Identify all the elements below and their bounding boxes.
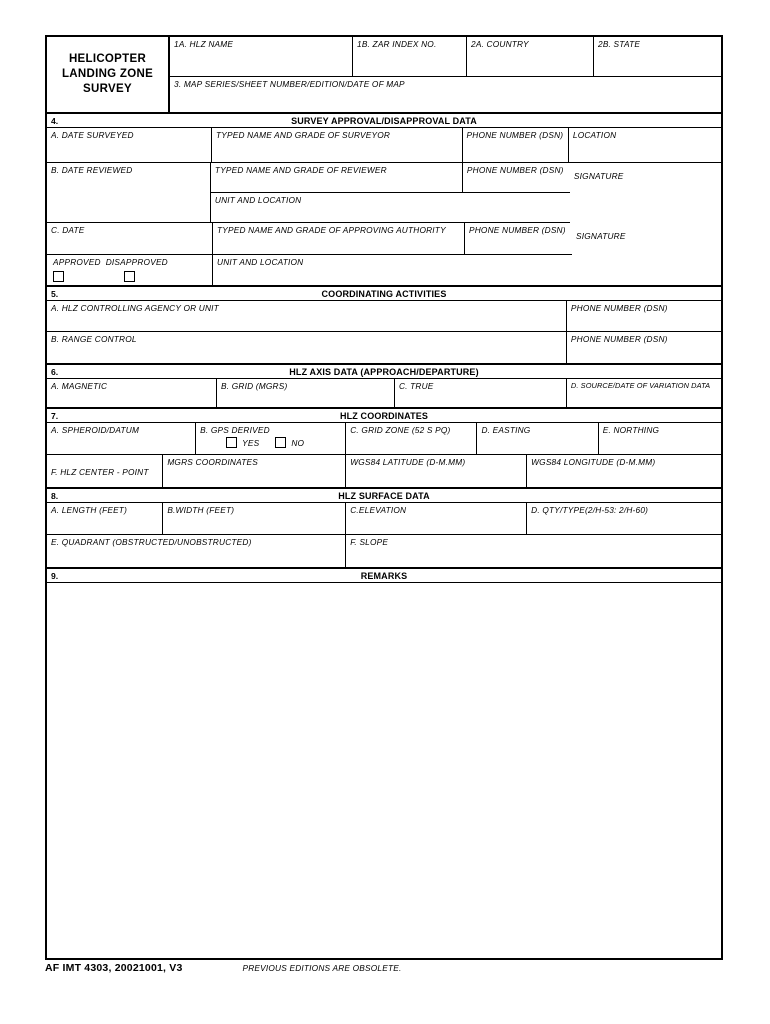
field-grid-zone[interactable] [346, 423, 477, 455]
gps-derived-checkbox-row [200, 437, 345, 448]
field-hlz-name-label: 1A. HLZ NAME [174, 39, 234, 49]
field-quadrant-label: E. QUADRANT (OBSTRUCTED/UNOBSTRUCTED) [51, 537, 252, 547]
section-4-row-c [47, 223, 721, 285]
section-4-approval-row [47, 255, 572, 285]
field-grid-zone-label: C. GRID ZONE (52 S PQ) [350, 425, 451, 435]
section-4-number: 4. [51, 115, 59, 126]
section-9-heading: REMARKS [360, 570, 408, 581]
field-phone-authority-label: PHONE NUMBER (DSN) [469, 225, 566, 235]
field-unit-and-location-2-label: UNIT AND LOCATION [217, 257, 304, 267]
field-gps-derived-label: B. GPS DERIVED [200, 425, 270, 435]
section-8-block [45, 487, 723, 567]
section-6-block [45, 363, 723, 407]
approval-checkbox-group [47, 255, 213, 285]
field-magnetic[interactable] [47, 379, 217, 407]
field-elevation[interactable] [346, 503, 527, 535]
field-country[interactable] [467, 37, 594, 77]
field-hlz-center-point [47, 455, 163, 487]
field-mgrs-coordinates[interactable] [163, 455, 346, 487]
field-hlz-controlling-agency[interactable] [47, 301, 567, 332]
approved-label: APPROVED [53, 257, 101, 267]
field-phone-controlling-agency-label: PHONE NUMBER (DSN) [570, 303, 668, 313]
field-typed-name-reviewer[interactable] [211, 163, 463, 193]
field-spheroid-datum[interactable] [47, 423, 196, 455]
field-mgrs-coordinates-label: MGRS COORDINATES [167, 457, 258, 467]
gps-yes-checkbox[interactable] [226, 437, 237, 448]
section-7-bar [47, 409, 721, 423]
field-range-control-label: B. RANGE CONTROL [51, 334, 137, 344]
field-date-surveyed[interactable] [47, 128, 212, 163]
field-hlz-name[interactable] [170, 37, 353, 77]
approved-checkbox[interactable] [53, 271, 64, 282]
field-spheroid-datum-label: A. SPHEROID/DATUM [51, 425, 140, 435]
field-hlz-controlling-agency-label: A. HLZ CONTROLLING AGENCY OR UNIT [51, 303, 219, 313]
section-8-row-1 [47, 503, 721, 535]
field-northing-label: E. NORTHING [602, 425, 660, 435]
field-grid-mgrs-label: B. GRID (MGRS) [221, 381, 288, 391]
field-source-date-variation[interactable] [567, 379, 721, 407]
section-5-row-b [47, 332, 721, 363]
field-width[interactable] [163, 503, 346, 535]
field-elevation-label: C.ELEVATION [350, 505, 407, 515]
field-phone-surveyor[interactable] [463, 128, 569, 163]
section-6-number: 6. [51, 366, 59, 377]
section-7-block [45, 407, 723, 487]
field-range-control[interactable] [47, 332, 567, 363]
section-4-row-b [47, 163, 721, 223]
footer-form-identifier: AF IMT 4303, 20021001, V3 [45, 962, 183, 974]
section-5-block [45, 285, 723, 363]
section-7-row-1 [47, 423, 721, 455]
section-4-bar [47, 114, 721, 128]
section-8-bar [47, 489, 721, 503]
gps-yes-label: YES [242, 437, 260, 448]
field-easting[interactable] [477, 423, 598, 455]
field-wgs84-latitude[interactable] [346, 455, 527, 487]
field-wgs84-longitude-label: WGS84 LONGITUDE (D-M.MM) [531, 457, 656, 467]
field-phone-range-control[interactable] [567, 332, 721, 363]
field-slope-label: F. SLOPE [350, 537, 389, 547]
field-state-label: 2B. STATE [598, 39, 641, 49]
section-8-heading: HLZ SURFACE DATA [338, 490, 430, 501]
disapproved-label: DISAPPROVED [105, 257, 168, 267]
field-date-surveyed-label: A. DATE SURVEYED [51, 130, 134, 140]
field-country-label: 2A. COUNTRY [471, 39, 529, 49]
section-4-reviewer-row [211, 163, 570, 193]
field-signature-authority-label: SIGNATURE [576, 231, 626, 241]
field-date-c-label: C. DATE [51, 225, 85, 235]
field-length[interactable] [47, 503, 163, 535]
field-wgs84-latitude-label: WGS84 LATITUDE (D-M.MM) [350, 457, 466, 467]
field-map-series[interactable] [170, 77, 721, 112]
section-6-row [47, 379, 721, 407]
field-typed-name-reviewer-label: TYPED NAME AND GRADE OF REVIEWER [214, 165, 387, 175]
section-4-heading: SURVEY APPROVAL/DISAPPROVAL DATA [291, 115, 477, 126]
field-location-label: LOCATION [572, 130, 617, 140]
field-phone-surveyor-label: PHONE NUMBER (DSN) [466, 130, 564, 140]
field-slope[interactable] [346, 535, 721, 567]
field-phone-controlling-agency[interactable] [567, 301, 721, 332]
field-state[interactable] [594, 37, 721, 77]
field-date-reviewed-label: B. DATE REVIEWED [51, 165, 133, 175]
section-9-bar [47, 569, 721, 583]
field-phone-range-control-label: PHONE NUMBER (DSN) [570, 334, 668, 344]
section-4-unit-location-1-row [211, 193, 570, 223]
gps-no-checkbox[interactable] [275, 437, 286, 448]
field-phone-reviewer[interactable] [463, 163, 570, 193]
header-row [47, 37, 721, 112]
section-8-row-2 [47, 535, 721, 567]
section-4-authority-row [47, 223, 572, 255]
section-8-number: 8. [51, 490, 59, 501]
field-length-label: A. LENGTH (FEET) [51, 505, 128, 515]
field-gps-derived [196, 423, 346, 455]
footer-previous-editions-note: PREVIOUS EDITIONS ARE OBSOLETE. [242, 963, 402, 973]
field-easting-label: D. EASTING [481, 425, 531, 435]
field-width-label: B.WIDTH (FEET) [167, 505, 235, 515]
field-unit-and-location-1[interactable] [211, 193, 570, 223]
header-block [45, 35, 723, 112]
field-signature-authority[interactable] [572, 223, 721, 285]
field-date-c[interactable] [47, 223, 213, 255]
field-typed-name-surveyor[interactable] [212, 128, 463, 163]
form-footer [45, 962, 735, 974]
approval-checkbox-row [51, 271, 212, 282]
section-9-block [45, 567, 723, 960]
section-6-heading: HLZ AXIS DATA (APPROACH/DEPARTURE) [289, 366, 479, 377]
section-9-row [47, 583, 721, 958]
gps-no-label: NO [291, 437, 305, 448]
field-zar-index-no-label: 1B. ZAR INDEX NO. [357, 39, 437, 49]
section-5-bar [47, 287, 721, 301]
field-signature-reviewer[interactable] [570, 163, 721, 223]
field-unit-and-location-2[interactable] [213, 255, 572, 285]
field-signature-reviewer-label: SIGNATURE [573, 171, 624, 181]
field-map-series-label: 3. MAP SERIES/SHEET NUMBER/EDITION/DATE OF MAP [174, 79, 405, 89]
field-unit-and-location-1-label: UNIT AND LOCATION [214, 195, 302, 205]
form-title [47, 37, 170, 112]
field-quadrant[interactable] [47, 535, 346, 567]
form-title-line-2: LANDING ZONE [61, 68, 154, 80]
form-title-line-3: SURVEY [83, 83, 132, 95]
section-7-row-2 [47, 455, 721, 487]
form-title-line-1: HELICOPTER [68, 53, 147, 65]
field-hlz-center-point-label: F. HLZ CENTER - POINT [51, 467, 149, 477]
field-grid-mgrs[interactable] [217, 379, 395, 407]
field-true-label: C. TRUE [398, 381, 434, 391]
field-remarks[interactable] [47, 583, 721, 958]
section-5-row-a [47, 301, 721, 332]
field-zar-index-no[interactable] [353, 37, 467, 77]
field-typed-name-authority-label: TYPED NAME AND GRADE OF APPROVING AUTHORITY [217, 225, 446, 235]
field-true[interactable] [395, 379, 567, 407]
section-7-heading: HLZ COORDINATES [339, 410, 429, 421]
field-date-reviewed[interactable] [47, 163, 211, 223]
field-northing[interactable] [599, 423, 721, 455]
section-5-heading: COORDINATING ACTIVITIES [321, 288, 447, 299]
section-7-number: 7. [51, 410, 59, 421]
header-map-row [170, 77, 721, 112]
disapproved-checkbox[interactable] [124, 271, 135, 282]
field-qty-type[interactable] [527, 503, 721, 535]
header-fields-row [170, 37, 721, 77]
section-4-block [45, 112, 723, 285]
field-magnetic-label: A. MAGNETIC [51, 381, 108, 391]
section-4-row-a [47, 128, 721, 163]
field-typed-name-surveyor-label: TYPED NAME AND GRADE OF SURVEYOR [216, 130, 391, 140]
section-5-number: 5. [51, 288, 59, 299]
field-qty-type-label: D. QTY/TYPE(2/H-53: 2/H-60) [531, 505, 649, 515]
af-imt-4303-form [45, 35, 723, 960]
field-phone-reviewer-label: PHONE NUMBER (DSN) [466, 165, 564, 175]
section-6-bar [47, 365, 721, 379]
section-9-number: 9. [51, 570, 59, 581]
field-wgs84-longitude[interactable] [527, 455, 721, 487]
field-source-date-variation-label: D. SOURCE/DATE OF VARIATION DATA [570, 381, 711, 390]
field-typed-name-authority[interactable] [213, 223, 465, 255]
field-location[interactable] [569, 128, 721, 163]
field-phone-authority[interactable] [465, 223, 572, 255]
